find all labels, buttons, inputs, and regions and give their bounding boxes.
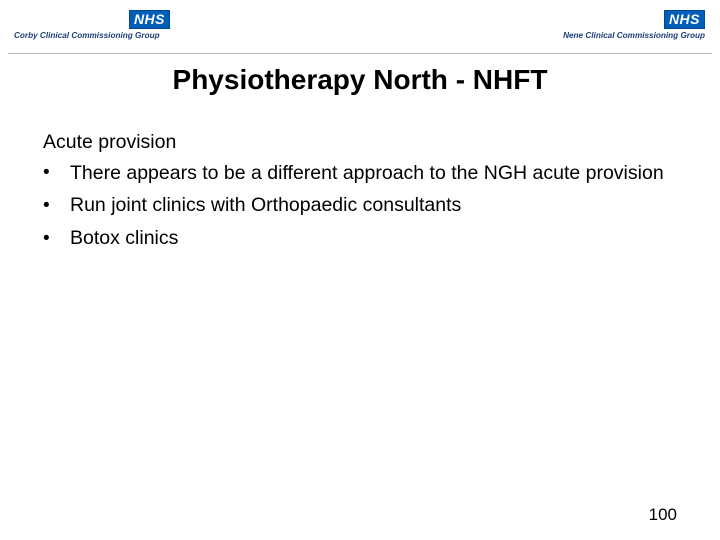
- bullet-item: [43, 222, 683, 255]
- bullet-text: There appears to be a different approach to the NGH acute provision: [70, 162, 664, 184]
- slide-body: [43, 128, 683, 255]
- section-heading: Acute provision: [43, 131, 177, 153]
- bullet-icon: •: [43, 162, 50, 183]
- page-number: 100: [648, 505, 677, 524]
- bullet-item: [43, 157, 683, 189]
- header-divider: [8, 53, 712, 54]
- nene-ccg-name: Nene Clinical Commissioning Group: [563, 31, 705, 40]
- slide-title: Physiotherapy North - NHFT: [172, 64, 548, 95]
- bullet-item: [43, 189, 683, 222]
- nhs-logo-badge: NHS: [129, 10, 170, 29]
- bullet-text: Run joint clinics with Orthopaedic consultants: [70, 194, 462, 216]
- corby-ccg-logo: [14, 10, 170, 41]
- bullet-list: [43, 157, 683, 255]
- bullet-text: Botox clinics: [70, 227, 179, 249]
- bullet-icon: •: [43, 195, 50, 216]
- corby-ccg-name: Corby Clinical Commissioning Group: [14, 31, 160, 40]
- nhs-logo-badge: NHS: [664, 10, 705, 29]
- bullet-icon: •: [43, 228, 50, 249]
- nene-ccg-logo: [535, 10, 705, 41]
